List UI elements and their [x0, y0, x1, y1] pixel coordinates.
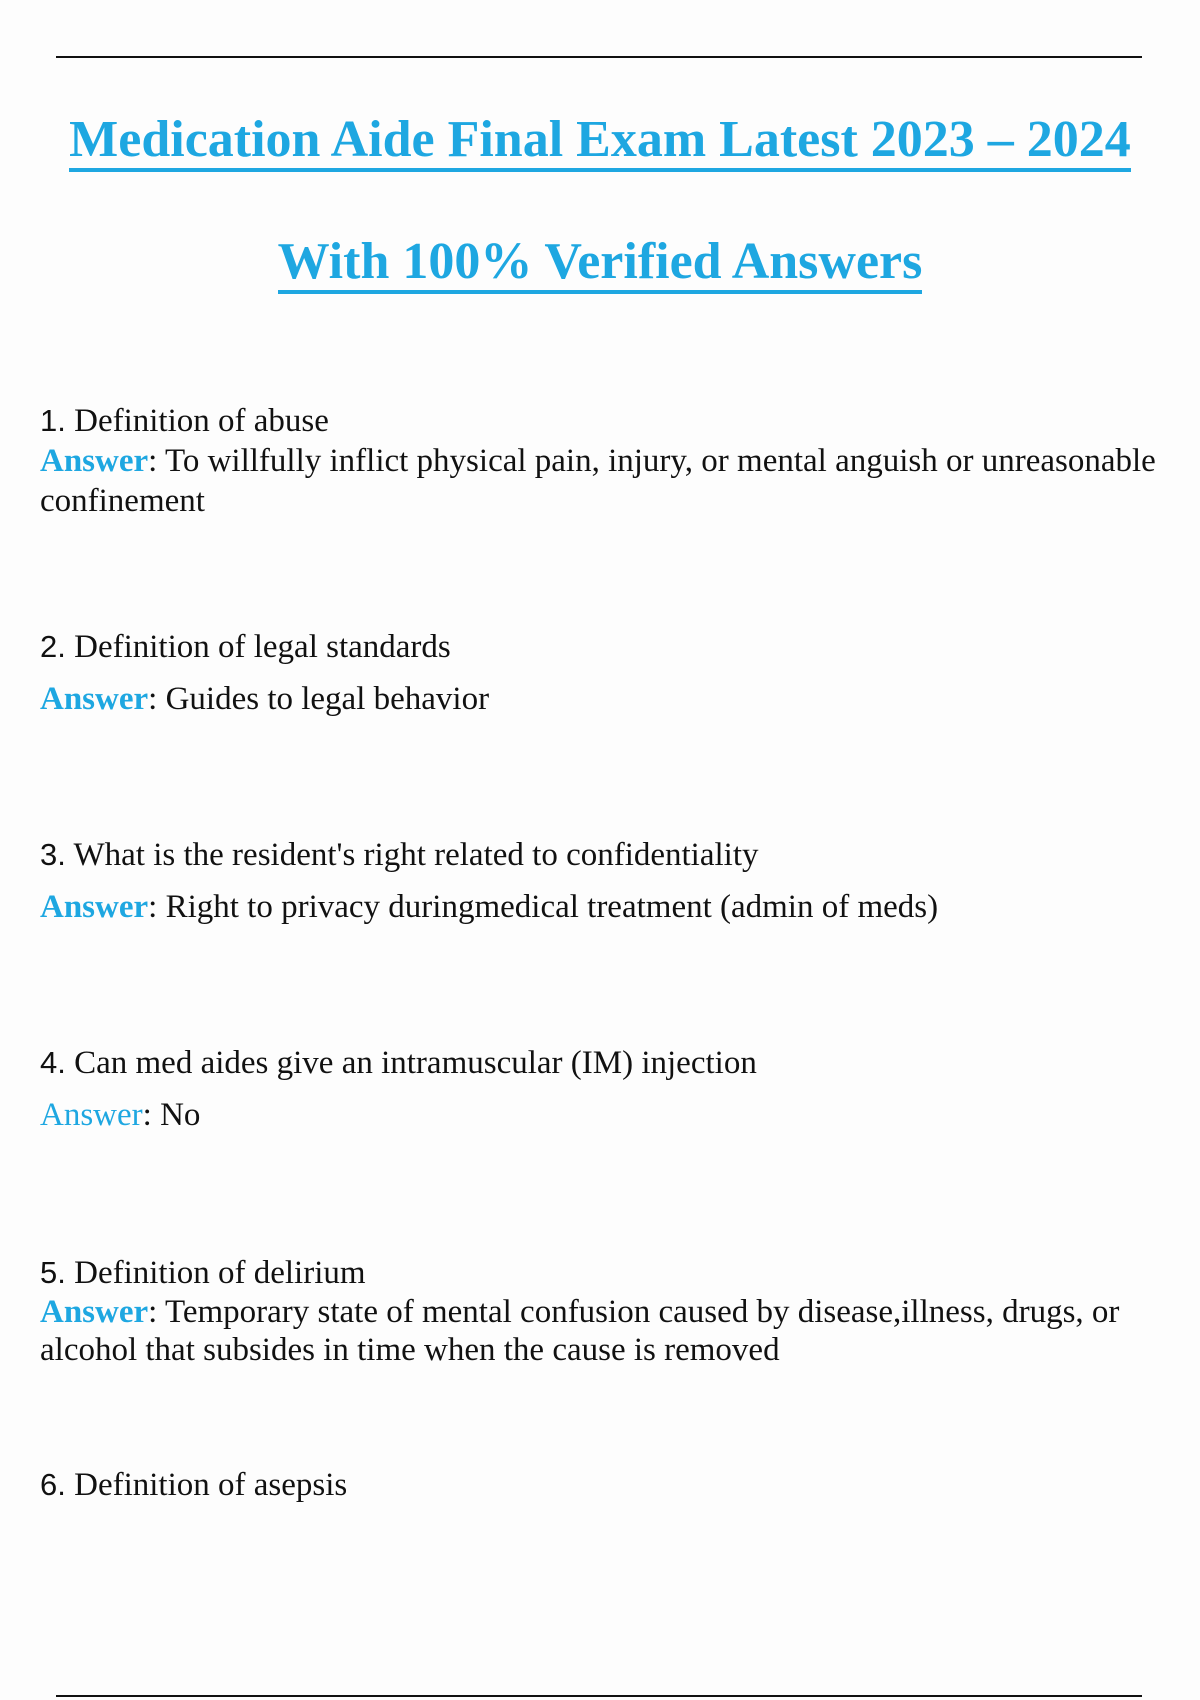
answer-text: No	[160, 1097, 201, 1133]
title-line-1-text: Medication Aide Final Exam Latest 2023 – 2024	[69, 111, 1131, 172]
answer-1: Answer: To willfully inflict physical pain, injury, or mental anguish or unreasonable confinement	[40, 443, 1156, 519]
document-title-line-1	[0, 110, 1200, 170]
answer-label: Answer	[40, 681, 149, 717]
answer-2: Answer: Guides to legal behavior	[40, 681, 490, 717]
question-number: 4.	[40, 1045, 66, 1080]
title-line-2-text: With 100% Verified Answers	[278, 233, 923, 294]
question-number: 1.	[40, 403, 66, 438]
question-number: 5.	[40, 1255, 66, 1290]
answer-5: Answer: Temporary state of mental confusion caused by disease,illness, drugs, or alcohol that subsides in time when the cause is removed	[40, 1294, 1120, 1368]
question-number: 3.	[40, 837, 66, 872]
answer-label: Answer	[40, 889, 149, 925]
answer-label: Answer	[40, 1294, 149, 1330]
answer-4: Answer: No	[40, 1097, 201, 1133]
question-5	[40, 1253, 1170, 1293]
question-4	[40, 1043, 1170, 1083]
question-text: Can med aides give an intramuscular (IM) injection	[74, 1045, 757, 1081]
answer-text: To willfully inflict physical pain, injury, or mental anguish or unreasonable confinement	[40, 443, 1156, 519]
answer-text: Temporary state of mental confusion caused by disease,illness, drugs, or alcohol that subsides in time when the cause is removed	[40, 1294, 1120, 1368]
top-divider	[56, 56, 1142, 58]
question-text: Definition of delirium	[74, 1255, 366, 1291]
answer-label: Answer	[40, 443, 149, 479]
answer-text: Guides to legal behavior	[165, 681, 490, 717]
question-text: Definition of abuse	[74, 403, 329, 439]
qa-item-1	[40, 401, 1170, 521]
question-number: 6.	[40, 1467, 66, 1502]
question-text: Definition of asepsis	[74, 1467, 348, 1503]
qa-item-2	[40, 627, 1170, 719]
question-number: 2.	[40, 629, 66, 664]
answer-label: Answer	[40, 1097, 143, 1133]
question-2	[40, 627, 1170, 667]
bottom-divider	[56, 1695, 1142, 1697]
document-title-line-2	[0, 232, 1200, 292]
qa-item-4	[40, 1043, 1170, 1135]
qa-item-5	[40, 1253, 1170, 1369]
question-text: Definition of legal standards	[74, 629, 451, 665]
question-1	[40, 401, 1170, 441]
qa-item-6	[40, 1465, 1170, 1505]
question-text: What is the resident's right related to confidentiality	[73, 837, 759, 873]
answer-text: Right to privacy duringmedical treatment (admin of meds)	[165, 889, 939, 925]
qa-item-3	[40, 835, 1170, 927]
question-6	[40, 1465, 1170, 1505]
question-3	[40, 835, 1170, 875]
answer-3: Answer: Right to privacy duringmedical treatment (admin of meds)	[40, 889, 939, 925]
